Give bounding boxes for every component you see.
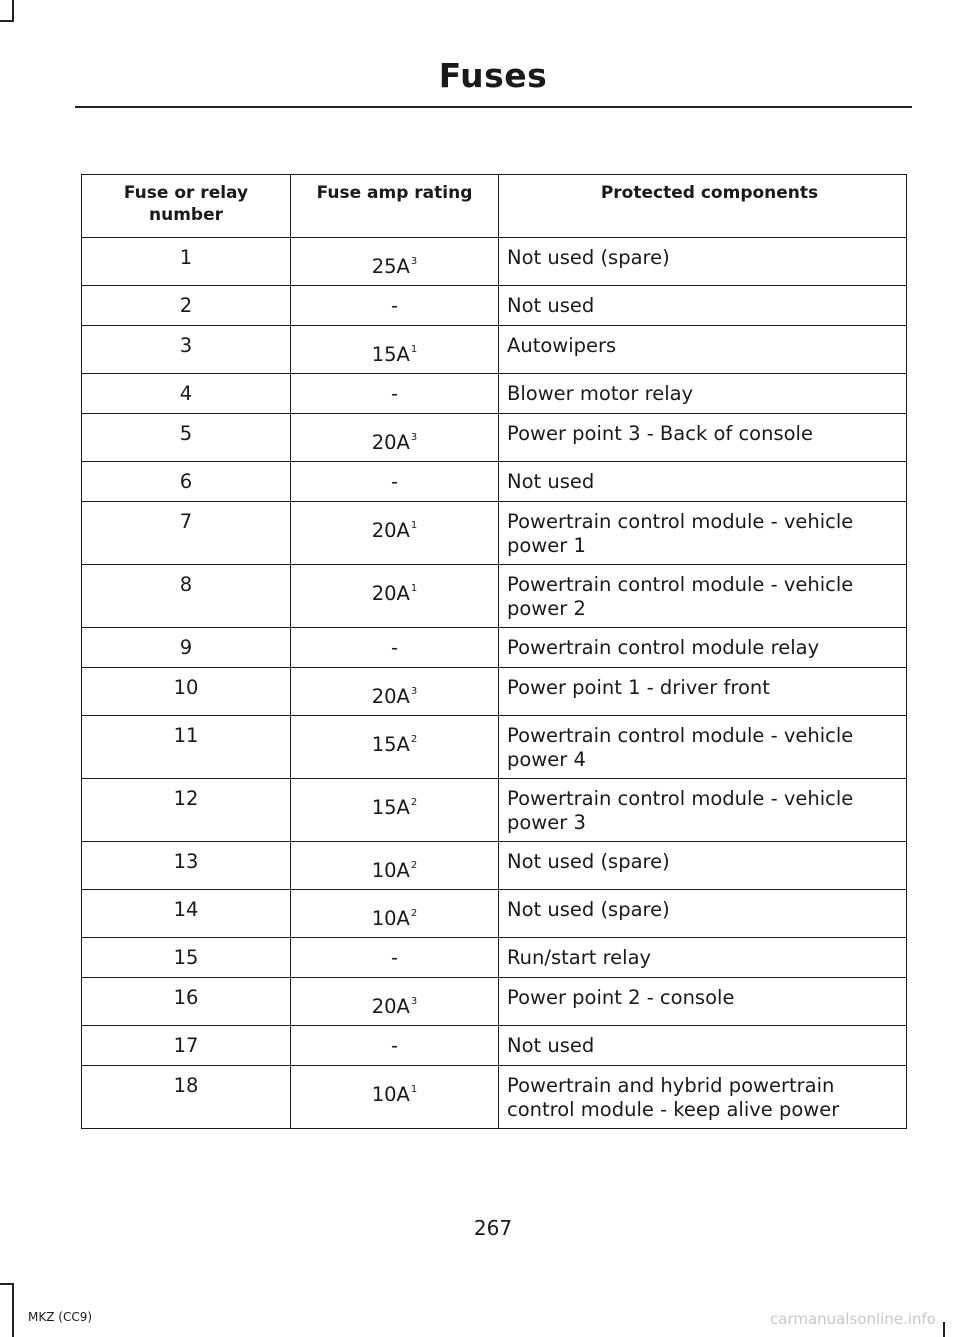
footnote-ref: 2 bbox=[410, 797, 418, 808]
protected-component: Powertrain and hybrid powertrain control module - keep alive power bbox=[499, 1066, 907, 1129]
amp-value: 10A bbox=[371, 1083, 410, 1106]
fuse-number: 12 bbox=[82, 779, 291, 842]
protected-component: Power point 2 - console bbox=[499, 978, 907, 1026]
amp-value: - bbox=[390, 294, 399, 317]
model-code: MKZ (CC9) bbox=[28, 1310, 93, 1324]
column-header-amp-rating: Fuse amp rating bbox=[291, 175, 499, 238]
table-row bbox=[82, 716, 907, 779]
title-divider bbox=[75, 106, 912, 108]
amp-value: - bbox=[390, 470, 399, 493]
fuse-number: 15 bbox=[82, 938, 291, 978]
amp-value: 20A bbox=[371, 582, 410, 605]
table-row bbox=[82, 668, 907, 716]
fuse-number: 9 bbox=[82, 628, 291, 668]
fuse-number: 8 bbox=[82, 565, 291, 628]
footnote-ref: 3 bbox=[410, 996, 418, 1007]
amp-value: 10A bbox=[371, 859, 410, 882]
footnote-ref: 2 bbox=[410, 908, 418, 919]
amp-rating bbox=[291, 890, 499, 938]
crop-mark-bottom-left-h bbox=[0, 1283, 14, 1285]
amp-value: 20A bbox=[371, 519, 410, 542]
table-row bbox=[82, 628, 907, 668]
table-header-row bbox=[82, 175, 907, 238]
crop-mark-top-left-v bbox=[12, 0, 14, 22]
fuse-number: 4 bbox=[82, 374, 291, 414]
amp-rating bbox=[291, 628, 499, 668]
protected-component: Not used bbox=[499, 1026, 907, 1066]
amp-value: - bbox=[390, 636, 399, 659]
amp-rating bbox=[291, 326, 499, 374]
protected-component: Not used (spare) bbox=[499, 238, 907, 286]
protected-component: Autowipers bbox=[499, 326, 907, 374]
table-row bbox=[82, 1066, 907, 1129]
fuse-table bbox=[81, 174, 907, 1129]
protected-component: Not used (spare) bbox=[499, 890, 907, 938]
footnote-ref: 2 bbox=[410, 734, 418, 745]
table-row bbox=[82, 842, 907, 890]
footnote-ref: 1 bbox=[410, 583, 418, 594]
table-row bbox=[82, 779, 907, 842]
crop-mark-bottom-left-v bbox=[12, 1283, 14, 1337]
footnote-ref: 3 bbox=[410, 432, 418, 443]
amp-rating bbox=[291, 565, 499, 628]
table-row bbox=[82, 938, 907, 978]
amp-value: 15A bbox=[371, 733, 410, 756]
table-row bbox=[82, 890, 907, 938]
page-title: Fuses bbox=[438, 56, 548, 95]
fuse-number: 1 bbox=[82, 238, 291, 286]
table-row bbox=[82, 978, 907, 1026]
footnote-ref: 3 bbox=[410, 256, 418, 267]
table-row bbox=[82, 238, 907, 286]
table-row bbox=[82, 462, 907, 502]
amp-value: 15A bbox=[371, 343, 410, 366]
amp-rating bbox=[291, 1066, 499, 1129]
amp-value: 20A bbox=[371, 431, 410, 454]
protected-component: Powertrain control module - vehicle power 1 bbox=[499, 502, 907, 565]
protected-component: Not used bbox=[499, 286, 907, 326]
amp-value: - bbox=[390, 1034, 399, 1057]
protected-component: Run/start relay bbox=[499, 938, 907, 978]
amp-rating bbox=[291, 842, 499, 890]
fuse-number: 10 bbox=[82, 668, 291, 716]
watermark: carmanualsonline.info bbox=[770, 1310, 936, 1328]
amp-value: 15A bbox=[371, 796, 410, 819]
protected-component: Powertrain control module relay bbox=[499, 628, 907, 668]
amp-value: - bbox=[390, 382, 399, 405]
amp-rating bbox=[291, 938, 499, 978]
fuse-number: 2 bbox=[82, 286, 291, 326]
amp-rating bbox=[291, 1026, 499, 1066]
fuse-number: 11 bbox=[82, 716, 291, 779]
amp-rating bbox=[291, 286, 499, 326]
amp-value: 25A bbox=[371, 255, 410, 278]
fuse-number: 7 bbox=[82, 502, 291, 565]
protected-component: Powertrain control module - vehicle power 3 bbox=[499, 779, 907, 842]
footnote-ref: 1 bbox=[410, 520, 418, 531]
fuse-number: 18 bbox=[82, 1066, 291, 1129]
column-header-protected-components: Protected components bbox=[499, 175, 907, 238]
table-row bbox=[82, 326, 907, 374]
table-row bbox=[82, 286, 907, 326]
protected-component: Powertrain control module - vehicle power 2 bbox=[499, 565, 907, 628]
fuse-number: 5 bbox=[82, 414, 291, 462]
fuse-number: 3 bbox=[82, 326, 291, 374]
amp-rating bbox=[291, 978, 499, 1026]
footnote-ref: 3 bbox=[410, 686, 418, 697]
table-row bbox=[82, 565, 907, 628]
amp-rating bbox=[291, 779, 499, 842]
amp-rating bbox=[291, 374, 499, 414]
column-header-fuse-number: Fuse or relay number bbox=[82, 175, 291, 238]
fuse-number: 6 bbox=[82, 462, 291, 502]
table-row bbox=[82, 502, 907, 565]
protected-component: Blower motor relay bbox=[499, 374, 907, 414]
protected-component: Power point 3 - Back of console bbox=[499, 414, 907, 462]
protected-component: Not used (spare) bbox=[499, 842, 907, 890]
crop-mark-bottom-right-v bbox=[943, 1322, 945, 1337]
table-row bbox=[82, 374, 907, 414]
footnote-ref: 2 bbox=[410, 860, 418, 871]
footnote-ref: 1 bbox=[410, 1084, 418, 1095]
amp-value: - bbox=[390, 946, 399, 969]
amp-rating bbox=[291, 414, 499, 462]
amp-value: 20A bbox=[371, 685, 410, 708]
protected-component: Power point 1 - driver front bbox=[499, 668, 907, 716]
amp-rating bbox=[291, 716, 499, 779]
amp-rating bbox=[291, 238, 499, 286]
amp-rating bbox=[291, 502, 499, 565]
fuse-number: 13 bbox=[82, 842, 291, 890]
protected-component: Powertrain control module - vehicle power 4 bbox=[499, 716, 907, 779]
crop-mark-top-left-h bbox=[0, 20, 14, 22]
fuse-number: 17 bbox=[82, 1026, 291, 1066]
footnote-ref: 1 bbox=[410, 344, 418, 355]
fuse-number: 14 bbox=[82, 890, 291, 938]
fuse-number: 16 bbox=[82, 978, 291, 1026]
amp-rating bbox=[291, 668, 499, 716]
amp-value: 10A bbox=[371, 907, 410, 930]
amp-rating bbox=[291, 462, 499, 502]
table-row bbox=[82, 414, 907, 462]
protected-component: Not used bbox=[499, 462, 907, 502]
amp-value: 20A bbox=[371, 995, 410, 1018]
page-number: 267 bbox=[473, 1216, 513, 1240]
table-row bbox=[82, 1026, 907, 1066]
